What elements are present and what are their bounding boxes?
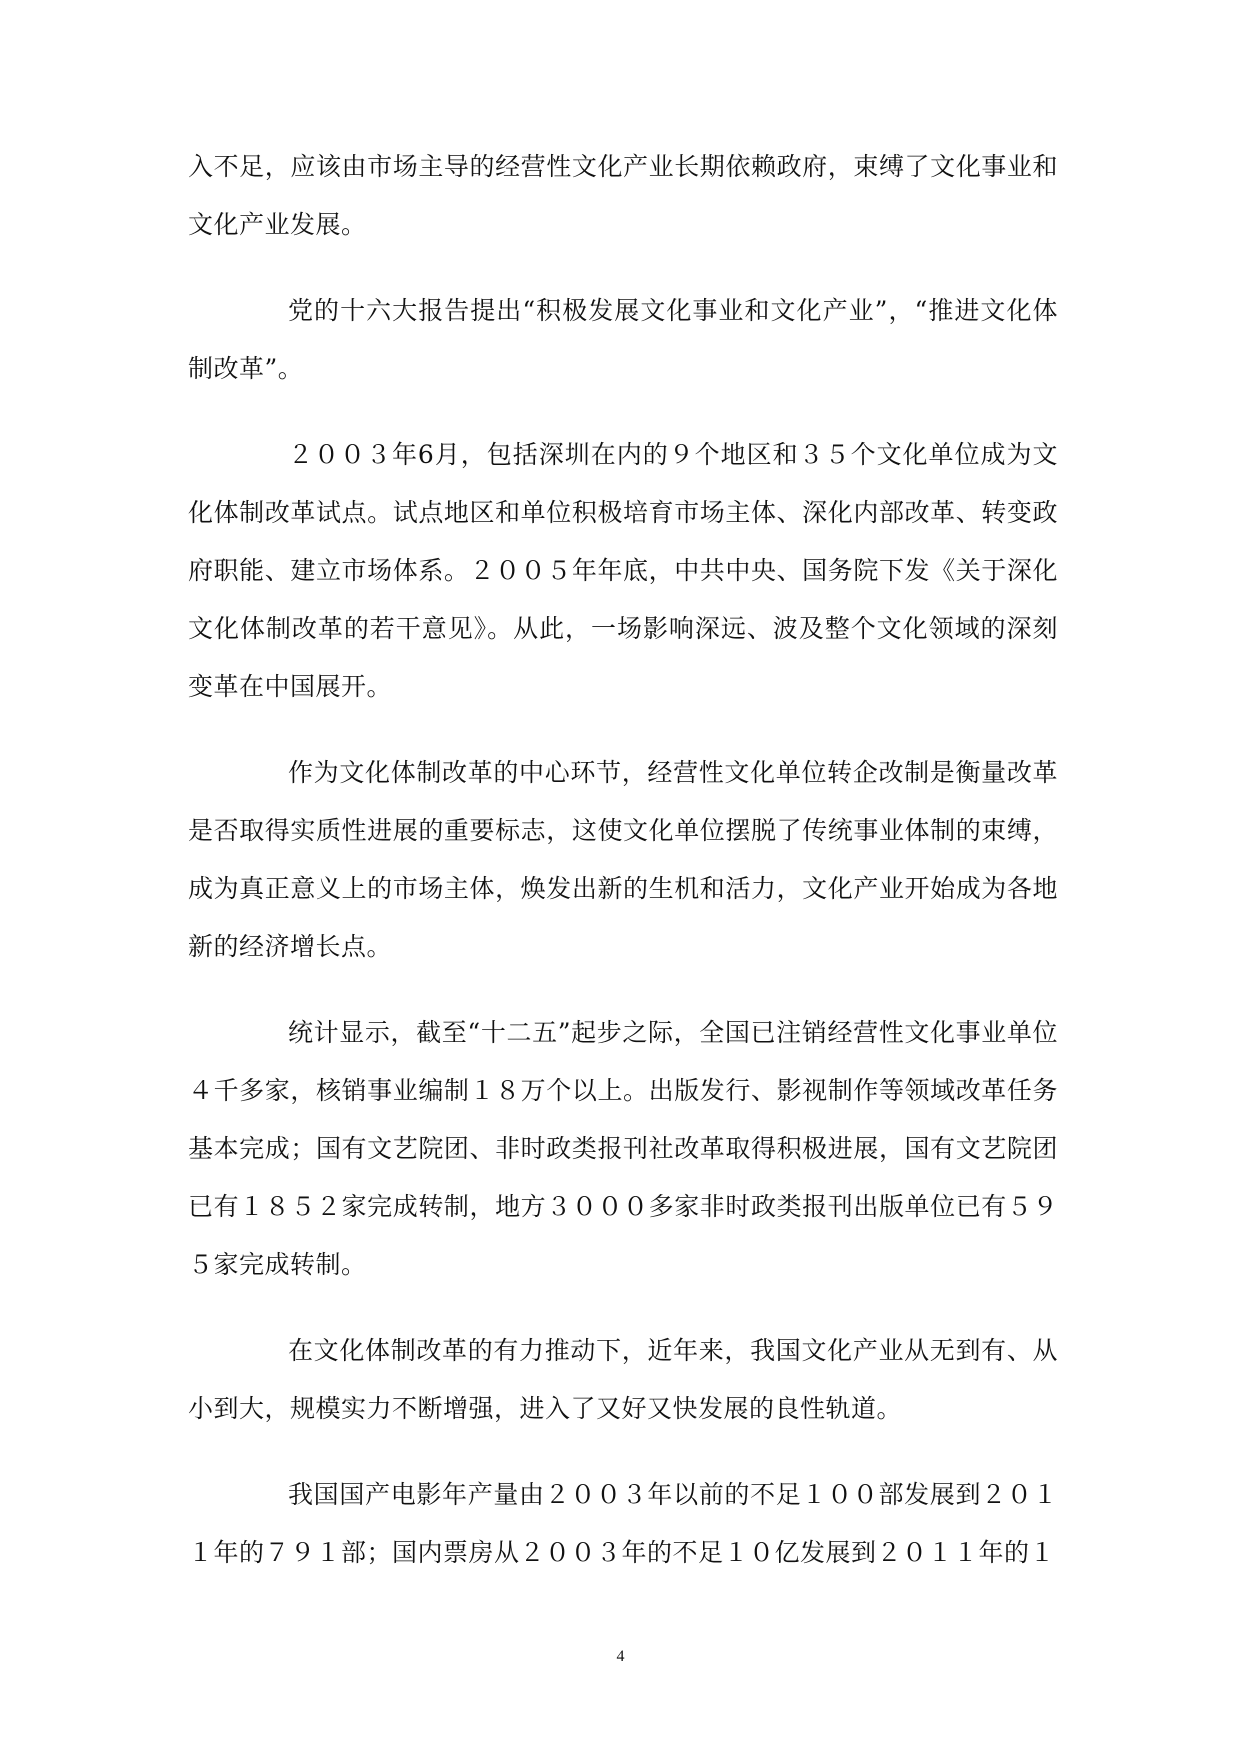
paragraph-reform-pilot: ２００３年6月，包括深圳在内的９个地区和３５个文化单位成为文化体制改革试点。试点地区和单位积极培育市场主体、深化内部改革、转变政府职能、建立市场体系。２００５年年底，中共中央、国务院下发《关于深化文化体制改革的若干意见》。从此，一场影响深远、波及整个文化领域的深刻变革在中国展开。	[188, 440, 1058, 701]
document-body	[188, 138, 1058, 1610]
paragraph-continuation: 入不足，应该由市场主导的经营性文化产业长期依赖政府，束缚了文化事业和文化产业发展。	[188, 152, 1058, 239]
paragraph-film-production: 我国国产电影年产量由２００３年以前的不足１００部发展到２０１１年的７９１部；国内票房从２００３年的不足１０亿发展到２０１１年的１	[188, 1480, 1058, 1567]
paragraph-statistics: 统计显示，截至“十二五”起步之际，全国已注销经营性文化事业单位４千多家，核销事业编制１８万个以上。出版发行、影视制作等领域改革任务基本完成；国有文艺院团、非时政类报刊社改革取得积极进展，国有文艺院团已有１８５２家完成转制，地方３０００多家非时政类报刊出版单位已有５９５家完成转制。	[188, 1018, 1058, 1279]
paragraph-sixteenth-congress: 党的十六大报告提出“积极发展文化事业和文化产业”，“推进文化体制改革”。	[188, 296, 1058, 383]
paragraph-enterprise-conversion: 作为文化体制改革的中心环节，经营性文化单位转企改制是衡量改革是否取得实质性进展的重要标志，这使文化单位摆脱了传统事业体制的束缚，成为真正意义上的市场主体，焕发出新的生机和活力，文化产业开始成为各地新的经济增长点。	[188, 758, 1058, 961]
paragraph-industry-growth: 在文化体制改革的有力推动下，近年来，我国文化产业从无到有、从小到大，规模实力不断增强，进入了又好又快发展的良性轨道。	[188, 1336, 1058, 1423]
page-number: 4	[616, 1648, 625, 1665]
